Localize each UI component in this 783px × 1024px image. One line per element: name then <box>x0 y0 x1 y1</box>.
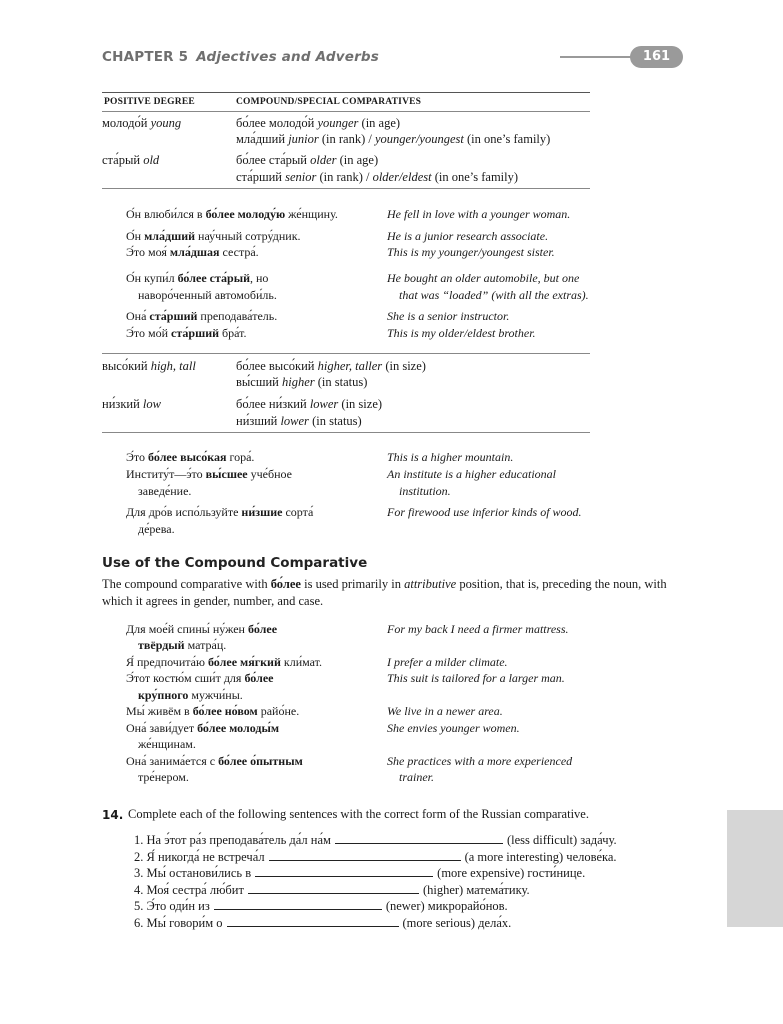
example-ru: Э́то мо́й ста́рший бра́т. <box>126 326 247 340</box>
example-ru: Для мое́й спины́ ну́жен бо́лее <box>126 622 278 636</box>
example-en: He fell in love with a younger woman. <box>387 207 571 221</box>
example-ru-cont: тре́нером. <box>138 770 189 784</box>
example-ru: О́н влюби́лся в бо́лее молоду́ю же́нщину. <box>126 207 338 221</box>
example-ru: Э́то моя́ мла́дшая сестра́. <box>126 245 259 259</box>
example-ru: Э́тот костю́м сши́т для бо́лее <box>126 671 274 685</box>
example-en: This suit is tailored for a larger man. <box>387 671 565 685</box>
example-en: This is a higher mountain. <box>387 450 514 464</box>
example-en: He bought an older automobile, but one <box>387 271 580 285</box>
exercise-number: 14. <box>102 808 124 822</box>
example-en: She is a senior instructor. <box>387 309 510 323</box>
section-paragraph: The compound comparative with бо́лее is used primarily in attributive position, that is, preceding the noun, with which it agrees in gender, number, and case. <box>102 577 667 608</box>
answer-blank[interactable] <box>269 849 461 861</box>
table-row-old-compound: бо́лее ста́рый older (in age) <box>236 153 379 167</box>
example-en-cont: that was “loaded” (with all the extras). <box>399 288 589 302</box>
table-row-low-positive: ни́зкий low <box>102 397 161 411</box>
exercise-item: 2. Я́ никогда́ не встреча́л (a more interesting) челове́ка. <box>134 850 617 864</box>
example-en: She practices with a more experienced <box>387 754 573 768</box>
page-number: 161 <box>630 46 683 68</box>
example-en: He is a junior research associate. <box>387 229 549 243</box>
table-row-young-special: мла́дший junior (in rank) / younger/youngest (in one’s family) <box>236 132 551 146</box>
example-ru-cont: наворо́ченный автомоби́ль. <box>138 288 277 302</box>
table-row-high-compound: бо́лее высо́кий higher, taller (in size) <box>236 359 426 373</box>
table-row-old-positive: ста́рый old <box>102 153 160 167</box>
table-row-young-positive: молодо́й young <box>102 116 182 130</box>
margin-tab <box>727 810 783 927</box>
table-row-high-special: вы́сший higher (in status) <box>236 375 368 389</box>
table-row-low-compound: бо́лее ни́зкий lower (in size) <box>236 397 383 411</box>
example-ru-cont: де́рева. <box>138 522 175 536</box>
section-title: Use of the Compound Comparative <box>102 555 368 571</box>
example-en: For my back I need a firmer mattress. <box>387 622 569 636</box>
table-rule-top <box>102 92 590 93</box>
example-ru: Она́ занима́ется с бо́лее о́пытным <box>126 754 303 768</box>
exercise-item: 6. Мы́ говори́м о (more serious) дела́х. <box>134 916 512 930</box>
table-row-low-special: ни́зший lower (in status) <box>236 414 362 428</box>
chapter-header <box>102 49 379 65</box>
exercise-item: 3. Мы́ останови́лись в (more expensive) гости́нице. <box>134 866 586 880</box>
example-ru-cont: же́нщинам. <box>138 737 196 751</box>
example-ru: Я́ предпочита́ю бо́лее мя́гкий кли́мат. <box>126 655 322 669</box>
example-en-cont: institution. <box>399 484 451 498</box>
table-rule-3 <box>102 432 590 433</box>
example-ru: Институ́т—э́то вы́сшее уче́бное <box>126 467 292 481</box>
exercise-item: 5. Э́то оди́н из (newer) микрорайо́нов. <box>134 899 508 913</box>
example-ru: О́н купи́л бо́лее ста́рый, но <box>126 271 269 285</box>
example-ru-cont: кру́пного мужчи́ны. <box>138 688 243 702</box>
example-ru-cont: твёрдый матра́ц. <box>138 638 227 652</box>
example-ru: О́н мла́дший нау́чный сотру́дник. <box>126 229 301 243</box>
answer-blank[interactable] <box>255 865 433 877</box>
table-rule-2 <box>102 353 590 354</box>
table-row-young-compound: бо́лее молодо́й younger (in age) <box>236 116 401 130</box>
answer-blank[interactable] <box>248 882 419 894</box>
exercise-instruction: Complete each of the following sentences with the correct form of the Russian comparative. <box>128 807 589 821</box>
exercise-item: 1. На э́тот ра́з преподава́тель да́л на́м (less difficult) зада́чу. <box>134 833 617 847</box>
example-en: For firewood use inferior kinds of wood. <box>387 505 582 519</box>
example-en: I prefer a milder climate. <box>387 655 508 669</box>
example-en: We live in a newer area. <box>387 704 503 718</box>
table-rule-1 <box>102 188 590 189</box>
example-en: This is my younger/youngest sister. <box>387 245 555 259</box>
chapter-title: Adjectives and Adverbs <box>196 49 380 65</box>
answer-blank[interactable] <box>227 915 399 927</box>
example-en: An institute is a higher educational <box>387 467 556 481</box>
example-en-cont: trainer. <box>399 770 435 784</box>
header-rule <box>560 56 640 58</box>
example-ru-cont: заведе́ние. <box>138 484 192 498</box>
example-en: This is my older/eldest brother. <box>387 326 536 340</box>
answer-blank[interactable] <box>335 832 503 844</box>
exercise-item: 4. Моя́ сестра́ лю́бит (higher) матема́тику. <box>134 883 530 897</box>
table-row-high-positive: высо́кий high, tall <box>102 359 196 373</box>
example-ru: Она́ зави́дует бо́лее молоды́м <box>126 721 280 735</box>
table-rule-head <box>102 111 590 112</box>
answer-blank[interactable] <box>214 898 382 910</box>
example-ru: Мы́ живём в бо́лее но́вом райо́не. <box>126 704 300 718</box>
example-en: She envies younger women. <box>387 721 520 735</box>
example-ru: Для дро́в испо́льзуйте ни́зшие сорта́ <box>126 505 314 519</box>
col-header-positive: POSITIVE DEGREE <box>104 97 195 107</box>
example-ru: Она́ ста́рший преподава́тель. <box>126 309 278 323</box>
example-ru: Э́то бо́лее высо́кая гора́. <box>126 450 255 464</box>
chapter-label: CHAPTER 5 <box>102 49 189 65</box>
col-header-comparative: COMPOUND/SPECIAL COMPARATIVES <box>236 97 422 107</box>
table-row-old-special: ста́рший senior (in rank) / older/eldest (in one’s family) <box>236 170 519 184</box>
